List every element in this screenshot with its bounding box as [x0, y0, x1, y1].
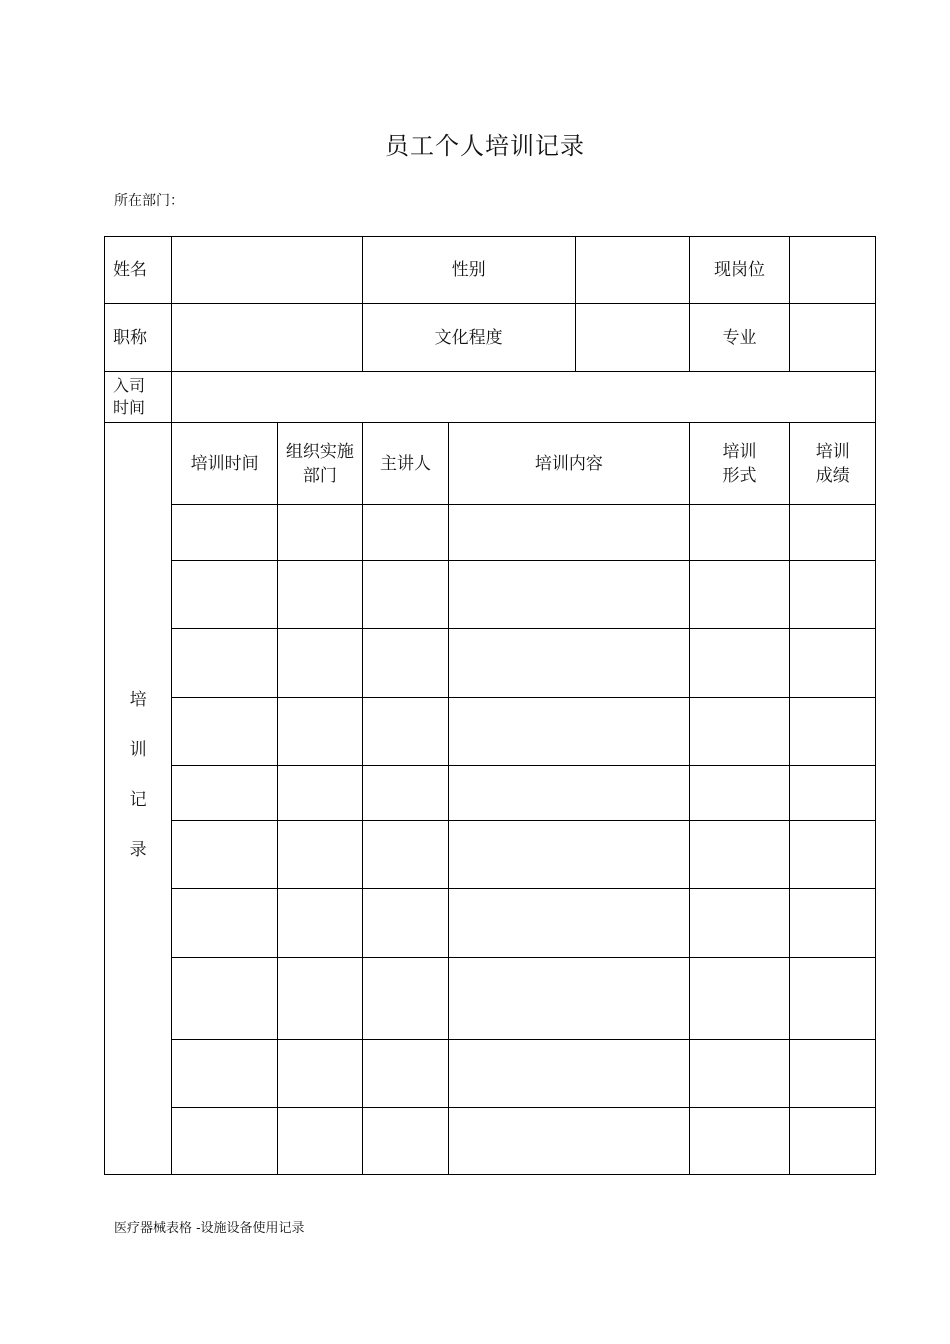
cell-organizer[interactable]: [278, 821, 363, 889]
footer-note: 医疗器械表格 -设施设备使用记录: [114, 1221, 305, 1236]
cell-organizer[interactable]: [278, 1108, 363, 1175]
cell-organizer[interactable]: [278, 1040, 363, 1108]
name-field[interactable]: [172, 237, 362, 304]
cell-training-score[interactable]: [790, 889, 876, 958]
cell-lecturer[interactable]: [362, 629, 449, 698]
title-label: 职称: [105, 304, 172, 372]
cell-organizer[interactable]: [278, 889, 363, 958]
cell-training-content[interactable]: [449, 505, 689, 561]
name-label: 姓名: [105, 237, 172, 304]
cell-training-time[interactable]: [172, 505, 278, 561]
cell-lecturer[interactable]: [362, 821, 449, 889]
cell-training-content[interactable]: [449, 561, 689, 629]
cell-lecturer[interactable]: [362, 505, 449, 561]
cell-training-content[interactable]: [449, 766, 689, 821]
cell-training-form[interactable]: [689, 1040, 790, 1108]
cell-training-form[interactable]: [689, 766, 790, 821]
major-field[interactable]: [790, 304, 876, 372]
gender-field[interactable]: [575, 237, 689, 304]
cell-lecturer[interactable]: [362, 561, 449, 629]
header-training-score-line1: 培训: [815, 441, 850, 462]
cell-training-content[interactable]: [449, 1040, 689, 1108]
header-organizer: [278, 423, 363, 505]
page-title: 员工个人培训记录: [385, 132, 585, 160]
education-field[interactable]: [575, 304, 689, 372]
header-training-score: [790, 423, 876, 505]
cell-organizer[interactable]: [278, 505, 363, 561]
cell-training-time[interactable]: [172, 821, 278, 889]
cell-lecturer[interactable]: [362, 1040, 449, 1108]
header-organizer-line2: 部门: [302, 465, 337, 486]
cell-training-time[interactable]: [172, 1040, 278, 1108]
header-training-score-line2: 成绩: [815, 465, 850, 486]
cell-training-score[interactable]: [790, 766, 876, 821]
cell-training-form[interactable]: [689, 698, 790, 766]
cell-training-time[interactable]: [172, 1108, 278, 1175]
cell-training-content[interactable]: [449, 629, 689, 698]
cell-training-score[interactable]: [790, 629, 876, 698]
table-row: [105, 821, 876, 889]
cell-training-score[interactable]: [790, 821, 876, 889]
cell-training-time[interactable]: [172, 766, 278, 821]
cell-organizer[interactable]: [278, 629, 363, 698]
gender-label: 性别: [362, 237, 575, 304]
cell-training-content[interactable]: [449, 889, 689, 958]
cell-training-time[interactable]: [172, 629, 278, 698]
header-training-form-line1: 培训: [722, 441, 757, 462]
section-char: 录: [129, 839, 147, 860]
table-row: [105, 698, 876, 766]
cell-organizer[interactable]: [278, 958, 363, 1040]
cell-training-score[interactable]: [790, 561, 876, 629]
header-training-time: 培训时间: [172, 423, 278, 505]
header-training-form: [689, 423, 790, 505]
cell-training-score[interactable]: [790, 505, 876, 561]
training-record-form: [104, 236, 876, 1175]
cell-training-form[interactable]: [689, 889, 790, 958]
cell-training-content[interactable]: [449, 821, 689, 889]
header-training-content: 培训内容: [449, 423, 689, 505]
hire-date-label-line1: 入司: [113, 376, 146, 395]
header-organizer-line1: 组织实施: [285, 441, 354, 462]
cell-training-form[interactable]: [689, 821, 790, 889]
section-char: 记: [129, 789, 147, 810]
training-record-section-label: [105, 423, 172, 1175]
cell-training-content[interactable]: [449, 958, 689, 1040]
table-row: [105, 766, 876, 821]
records-header-row: [105, 423, 876, 505]
cell-lecturer[interactable]: [362, 698, 449, 766]
table-row: [105, 889, 876, 958]
hire-date-label: [105, 372, 172, 423]
cell-training-score[interactable]: [790, 1108, 876, 1175]
cell-training-form[interactable]: [689, 561, 790, 629]
cell-training-time[interactable]: [172, 561, 278, 629]
cell-training-form[interactable]: [689, 505, 790, 561]
cell-lecturer[interactable]: [362, 766, 449, 821]
hire-date-label-line2: 时间: [113, 398, 146, 417]
section-char: 培: [129, 689, 147, 710]
cell-training-time[interactable]: [172, 698, 278, 766]
cell-lecturer[interactable]: [362, 958, 449, 1040]
table-row: [105, 561, 876, 629]
cell-lecturer[interactable]: [362, 889, 449, 958]
header-lecturer: 主讲人: [362, 423, 449, 505]
section-char: 训: [129, 739, 147, 760]
position-label: 现岗位: [689, 237, 790, 304]
info-row-title: [105, 304, 876, 372]
cell-organizer[interactable]: [278, 698, 363, 766]
cell-lecturer[interactable]: [362, 1108, 449, 1175]
table-row: [105, 1108, 876, 1175]
cell-training-content[interactable]: [449, 698, 689, 766]
cell-training-form[interactable]: [689, 958, 790, 1040]
cell-training-time[interactable]: [172, 958, 278, 1040]
cell-training-score[interactable]: [790, 958, 876, 1040]
table-row: [105, 629, 876, 698]
cell-training-form[interactable]: [689, 629, 790, 698]
major-label: 专业: [689, 304, 790, 372]
table-row: [105, 505, 876, 561]
hire-date-field[interactable]: [172, 372, 876, 423]
position-field[interactable]: [790, 237, 876, 304]
cell-training-form[interactable]: [689, 1108, 790, 1175]
table-row: [105, 1040, 876, 1108]
cell-training-score[interactable]: [790, 1040, 876, 1108]
cell-training-content[interactable]: [449, 1108, 689, 1175]
title-field[interactable]: [172, 304, 362, 372]
info-row-hire: [105, 372, 876, 423]
cell-training-time[interactable]: [172, 889, 278, 958]
info-row-name: [105, 237, 876, 304]
table-row: [105, 958, 876, 1040]
cell-training-score[interactable]: [790, 698, 876, 766]
header-training-form-line2: 形式: [722, 465, 757, 486]
cell-organizer[interactable]: [278, 561, 363, 629]
cell-organizer[interactable]: [278, 766, 363, 821]
department-label: 所在部门：: [114, 193, 184, 209]
education-label: 文化程度: [362, 304, 575, 372]
